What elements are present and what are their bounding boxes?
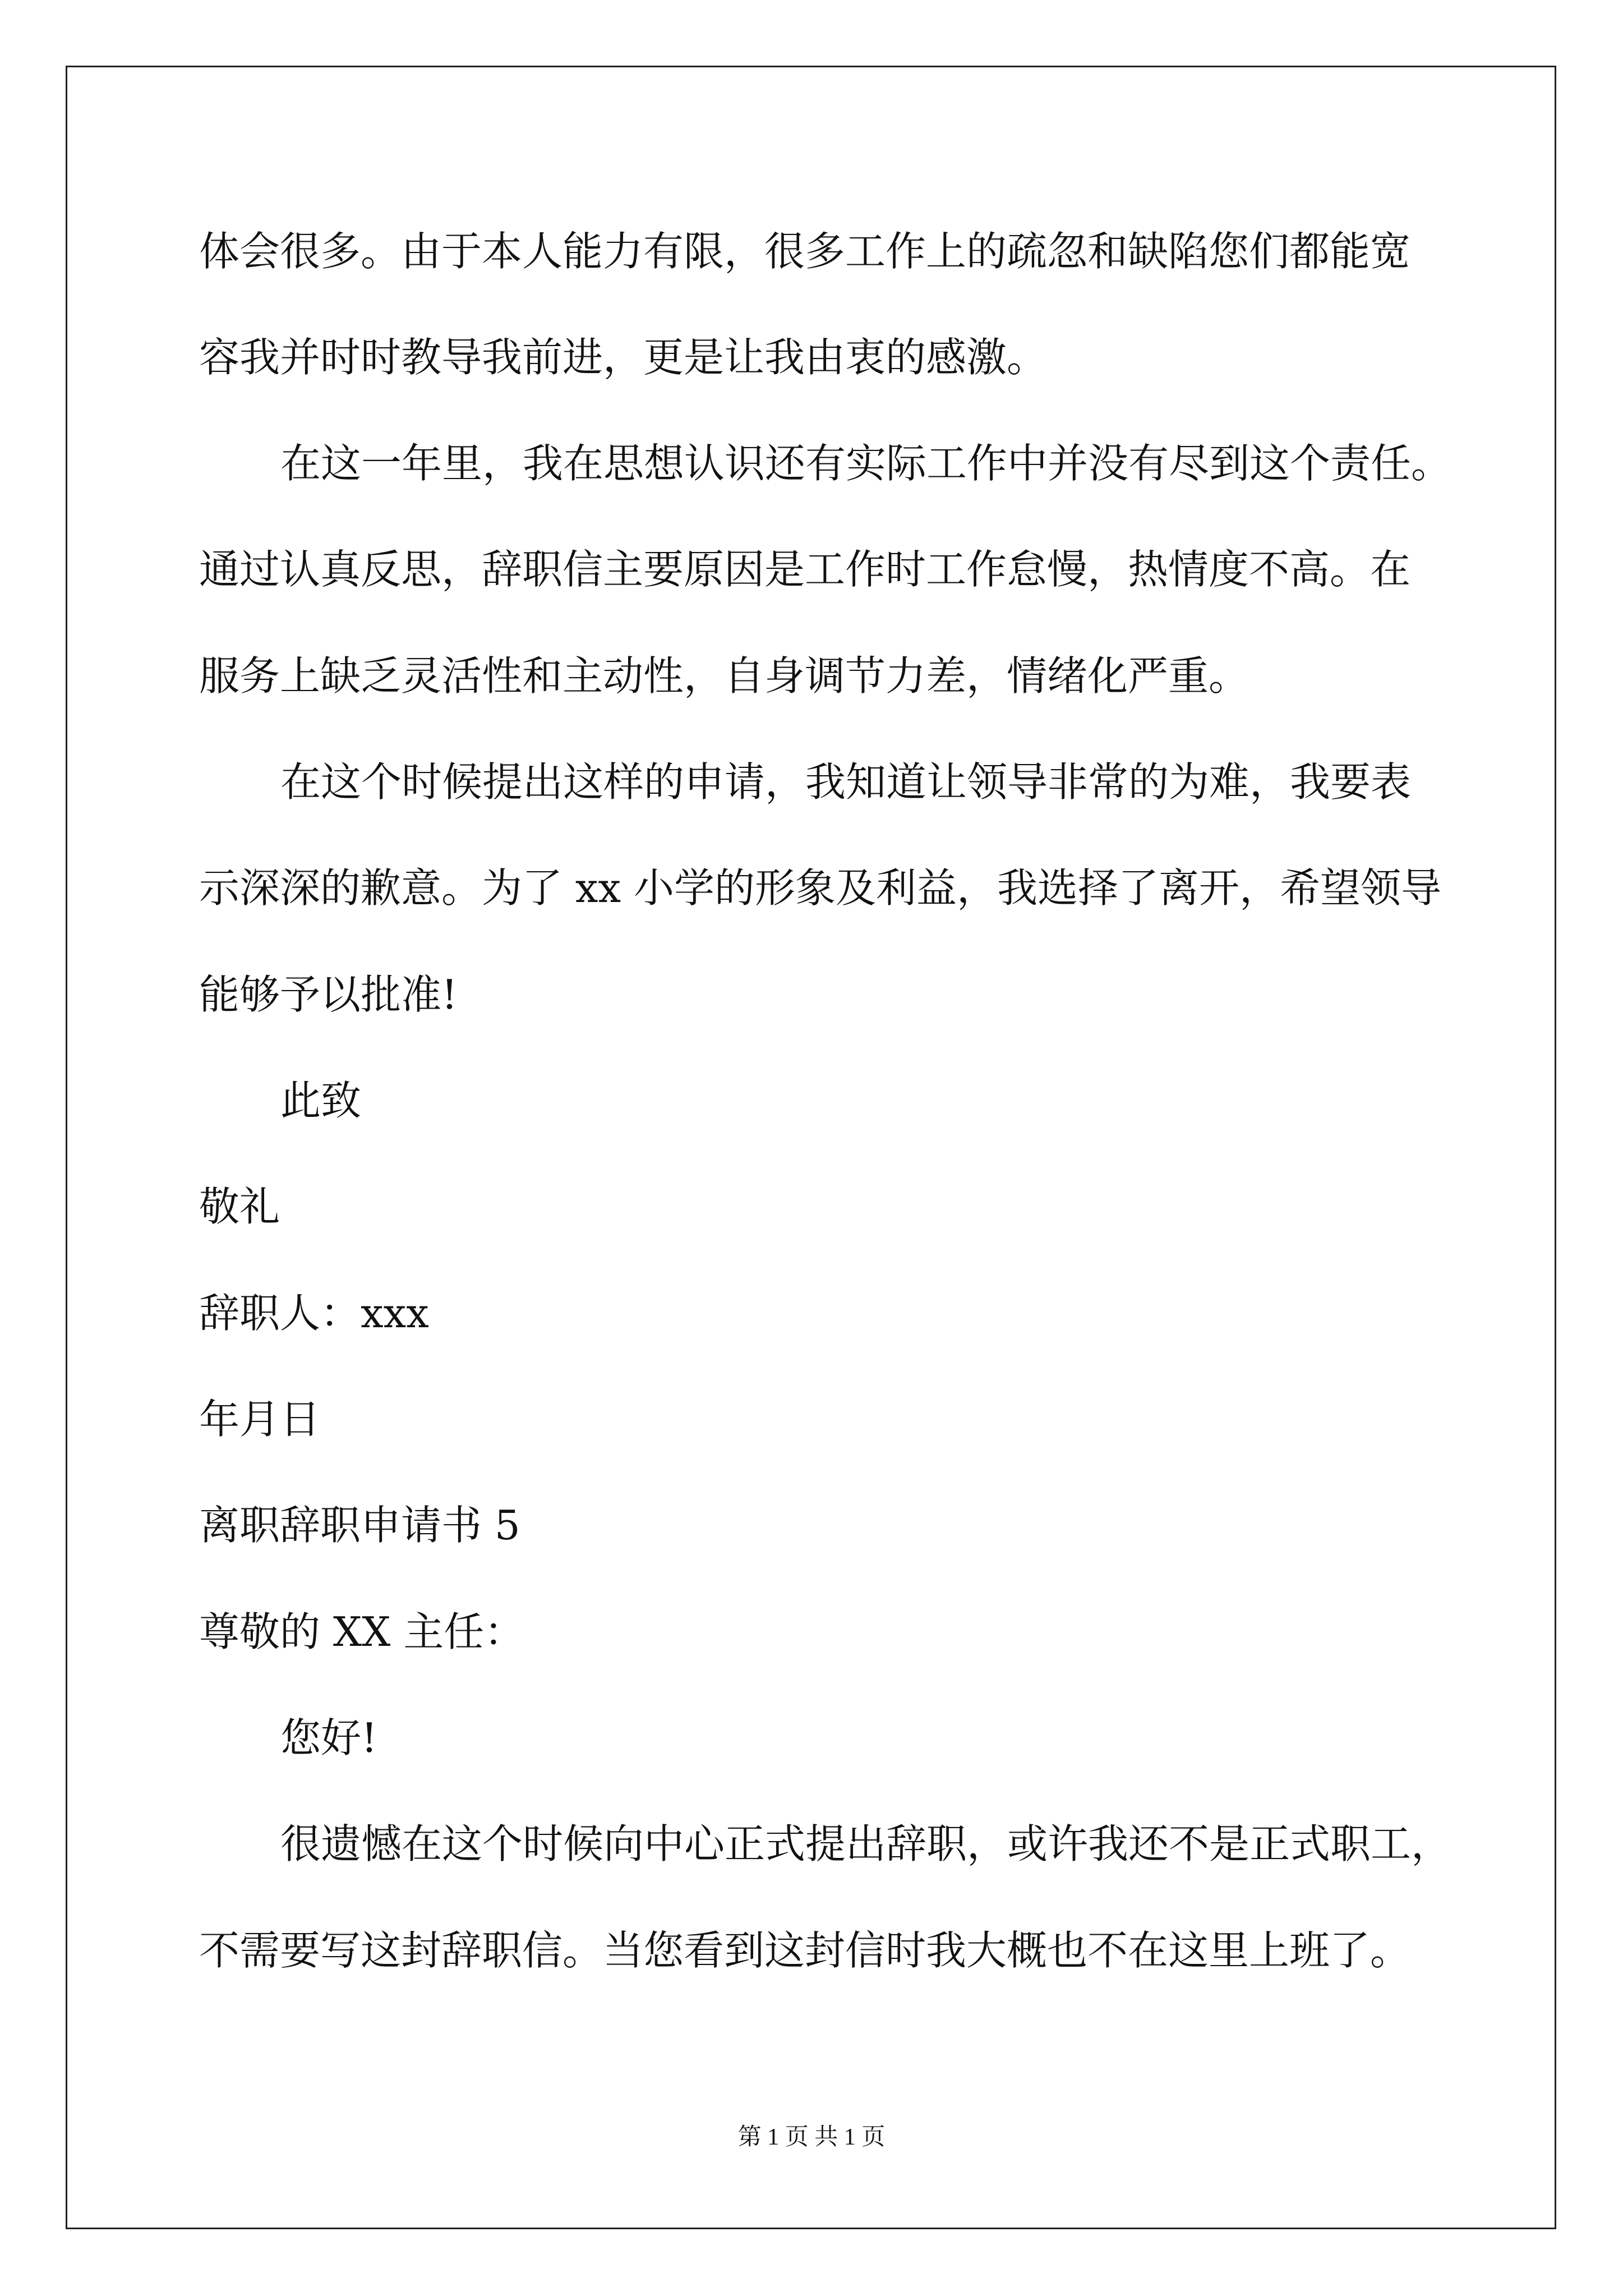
text-line-7: 示深深的歉意。为了 xx 小学的形象及利益，我选择了离开，希望领导	[199, 864, 1441, 912]
text-line-17: 不需要写这封辞职信。当您看到这封信时我大概也不在这里上班了。	[199, 1927, 1411, 1974]
salutation-jing-li: 敬礼	[199, 1183, 280, 1230]
salutation-ci-zhi: 此致	[280, 1077, 362, 1124]
date-line: 年月日	[199, 1396, 321, 1443]
greeting-line: 您好!	[280, 1714, 377, 1761]
text-line-1: 体会很多。由于本人能力有限，很多工作上的疏忽和缺陷您们都能宽	[199, 228, 1411, 275]
section-title: 离职辞职申请书 5	[199, 1502, 520, 1549]
signature-line: 辞职人：xxx	[199, 1290, 429, 1337]
page-footer: 第 1 页 共 1 页	[737, 2124, 886, 2150]
text-line-3: 在这一年里，我在思想认识还有实际工作中并没有尽到这个责任。	[280, 440, 1452, 487]
text-line-6: 在这个时候提出这样的申请，我知道让领导非常的为难，我要表	[280, 758, 1412, 806]
text-line-2: 容我并时时教导我前进，更是让我由衷的感激。	[199, 334, 1048, 381]
text-line-4: 通过认真反思，辞职信主要原因是工作时工作怠慢，热情度不高。在	[199, 546, 1411, 593]
text-line-8: 能够予以批准!	[199, 971, 458, 1018]
page-border	[66, 66, 1556, 2229]
addressee-line: 尊敬的 XX 主任：	[199, 1608, 525, 1655]
text-line-16: 很遗憾在这个时候向中心正式提出辞职，或许我还不是正式职工，	[280, 1820, 1452, 1867]
text-line-5: 服务上缺乏灵活性和主动性，自身调节力差，情绪化严重。	[199, 652, 1249, 700]
